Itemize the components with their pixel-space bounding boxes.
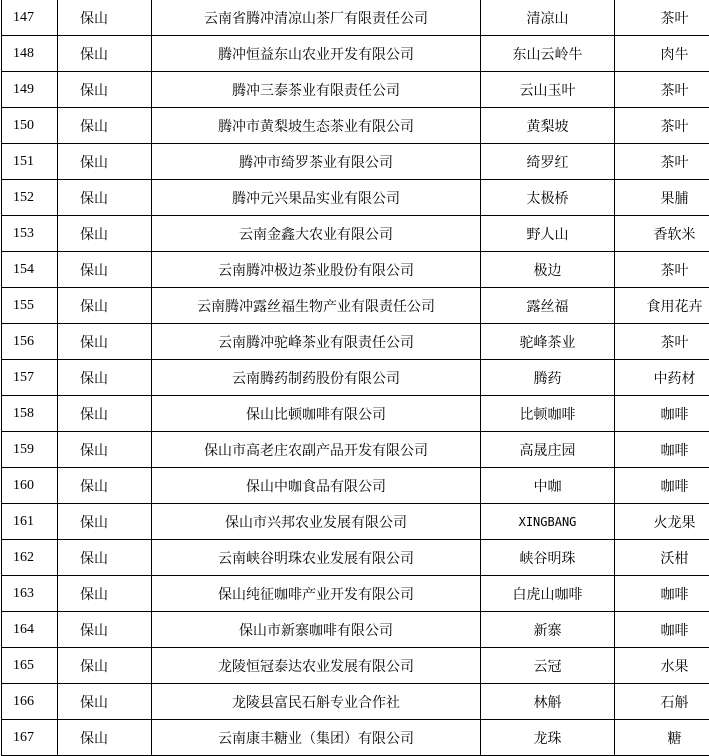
region-cell: 保山 xyxy=(58,576,152,612)
registry-table xyxy=(1,0,709,756)
table-row xyxy=(2,684,709,720)
company-name-cell: 保山市兴邦农业发展有限公司 xyxy=(152,504,481,540)
table-row xyxy=(2,468,709,504)
company-name-cell: 腾冲市绮罗茶业有限公司 xyxy=(152,144,481,180)
region-cell: 保山 xyxy=(58,108,152,144)
table-row xyxy=(2,720,709,756)
company-name-cell: 保山市新寨咖啡有限公司 xyxy=(152,612,481,648)
brand-cell: 野人山 xyxy=(481,216,615,252)
row-number-cell: 164 xyxy=(2,612,58,648)
table-row xyxy=(2,0,709,36)
table-row xyxy=(2,180,709,216)
brand-cell: 黄梨坡 xyxy=(481,108,615,144)
brand-cell: 清凉山 xyxy=(481,0,615,36)
category-cell: 食用花卉 xyxy=(615,288,709,324)
company-name-cell: 腾冲恒益东山农业开发有限公司 xyxy=(152,36,481,72)
category-cell: 咖啡 xyxy=(615,432,709,468)
table-row xyxy=(2,648,709,684)
category-cell: 石斛 xyxy=(615,684,709,720)
region-cell: 保山 xyxy=(58,252,152,288)
company-name-cell: 云南金鑫大农业有限公司 xyxy=(152,216,481,252)
table-row xyxy=(2,288,709,324)
region-cell: 保山 xyxy=(58,360,152,396)
company-name-cell: 云南省腾冲清凉山茶厂有限责任公司 xyxy=(152,0,481,36)
row-number-cell: 152 xyxy=(2,180,58,216)
row-number-cell: 151 xyxy=(2,144,58,180)
category-cell: 沃柑 xyxy=(615,540,709,576)
region-cell: 保山 xyxy=(58,144,152,180)
brand-cell: 极边 xyxy=(481,252,615,288)
brand-cell: 比顿咖啡 xyxy=(481,396,615,432)
row-number-cell: 149 xyxy=(2,72,58,108)
category-cell: 香软米 xyxy=(615,216,709,252)
category-cell: 茶叶 xyxy=(615,144,709,180)
brand-cell: 太极桥 xyxy=(481,180,615,216)
region-cell: 保山 xyxy=(58,72,152,108)
region-cell: 保山 xyxy=(58,612,152,648)
region-cell: 保山 xyxy=(58,180,152,216)
company-name-cell: 云南腾药制药股份有限公司 xyxy=(152,360,481,396)
category-cell: 茶叶 xyxy=(615,324,709,360)
company-name-cell: 云南康丰糖业（集团）有限公司 xyxy=(152,720,481,756)
category-cell: 咖啡 xyxy=(615,576,709,612)
brand-cell: 林斛 xyxy=(481,684,615,720)
company-name-cell: 保山中咖食品有限公司 xyxy=(152,468,481,504)
company-name-cell: 云南腾冲极边茶业股份有限公司 xyxy=(152,252,481,288)
row-number-cell: 158 xyxy=(2,396,58,432)
table-row xyxy=(2,396,709,432)
category-cell: 茶叶 xyxy=(615,72,709,108)
row-number-cell: 154 xyxy=(2,252,58,288)
row-number-cell: 162 xyxy=(2,540,58,576)
company-name-cell: 保山比顿咖啡有限公司 xyxy=(152,396,481,432)
region-cell: 保山 xyxy=(58,0,152,36)
row-number-cell: 167 xyxy=(2,720,58,756)
table-row xyxy=(2,324,709,360)
company-name-cell: 云南峡谷明珠农业发展有限公司 xyxy=(152,540,481,576)
company-name-cell: 腾冲三泰茶业有限责任公司 xyxy=(152,72,481,108)
category-cell: 水果 xyxy=(615,648,709,684)
category-cell: 果脯 xyxy=(615,180,709,216)
category-cell: 咖啡 xyxy=(615,468,709,504)
company-name-cell: 龙陵恒冠泰达农业发展有限公司 xyxy=(152,648,481,684)
table-row xyxy=(2,36,709,72)
region-cell: 保山 xyxy=(58,468,152,504)
region-cell: 保山 xyxy=(58,288,152,324)
table-row xyxy=(2,252,709,288)
table-row xyxy=(2,360,709,396)
table-row xyxy=(2,504,709,540)
row-number-cell: 163 xyxy=(2,576,58,612)
row-number-cell: 155 xyxy=(2,288,58,324)
row-number-cell: 166 xyxy=(2,684,58,720)
registry-table-body xyxy=(2,0,709,756)
table-row xyxy=(2,108,709,144)
table-row xyxy=(2,72,709,108)
row-number-cell: 153 xyxy=(2,216,58,252)
row-number-cell: 147 xyxy=(2,0,58,36)
category-cell: 咖啡 xyxy=(615,396,709,432)
table-row xyxy=(2,144,709,180)
row-number-cell: 159 xyxy=(2,432,58,468)
region-cell: 保山 xyxy=(58,504,152,540)
brand-cell: XINGBANG xyxy=(481,504,615,540)
table-row xyxy=(2,540,709,576)
brand-cell: 驼峰茶业 xyxy=(481,324,615,360)
category-cell: 茶叶 xyxy=(615,108,709,144)
company-name-cell: 腾冲市黄梨坡生态茶业有限公司 xyxy=(152,108,481,144)
brand-cell: 中咖 xyxy=(481,468,615,504)
brand-cell: 龙珠 xyxy=(481,720,615,756)
region-cell: 保山 xyxy=(58,540,152,576)
brand-cell: 露丝福 xyxy=(481,288,615,324)
category-cell: 肉牛 xyxy=(615,36,709,72)
brand-cell: 新寨 xyxy=(481,612,615,648)
table-row xyxy=(2,612,709,648)
brand-cell: 云冠 xyxy=(481,648,615,684)
brand-cell: 腾药 xyxy=(481,360,615,396)
region-cell: 保山 xyxy=(58,324,152,360)
brand-cell: 高晟庄园 xyxy=(481,432,615,468)
company-name-cell: 龙陵县富民石斛专业合作社 xyxy=(152,684,481,720)
category-cell: 中药材 xyxy=(615,360,709,396)
category-cell: 糖 xyxy=(615,720,709,756)
region-cell: 保山 xyxy=(58,432,152,468)
region-cell: 保山 xyxy=(58,720,152,756)
row-number-cell: 160 xyxy=(2,468,58,504)
row-number-cell: 156 xyxy=(2,324,58,360)
category-cell: 火龙果 xyxy=(615,504,709,540)
table-row xyxy=(2,576,709,612)
table-row xyxy=(2,216,709,252)
row-number-cell: 150 xyxy=(2,108,58,144)
row-number-cell: 161 xyxy=(2,504,58,540)
region-cell: 保山 xyxy=(58,648,152,684)
category-cell: 咖啡 xyxy=(615,612,709,648)
company-name-cell: 保山市高老庄农副产品开发有限公司 xyxy=(152,432,481,468)
company-name-cell: 保山纯征咖啡产业开发有限公司 xyxy=(152,576,481,612)
region-cell: 保山 xyxy=(58,36,152,72)
brand-cell: 云山玉叶 xyxy=(481,72,615,108)
category-cell: 茶叶 xyxy=(615,252,709,288)
brand-cell: 东山云岭牛 xyxy=(481,36,615,72)
region-cell: 保山 xyxy=(58,396,152,432)
row-number-cell: 157 xyxy=(2,360,58,396)
row-number-cell: 148 xyxy=(2,36,58,72)
category-cell: 茶叶 xyxy=(615,0,709,36)
row-number-cell: 165 xyxy=(2,648,58,684)
table-row xyxy=(2,432,709,468)
company-name-cell: 云南腾冲驼峰茶业有限责任公司 xyxy=(152,324,481,360)
region-cell: 保山 xyxy=(58,684,152,720)
brand-cell: 白虎山咖啡 xyxy=(481,576,615,612)
company-name-cell: 腾冲元兴果品实业有限公司 xyxy=(152,180,481,216)
region-cell: 保山 xyxy=(58,216,152,252)
brand-cell: 绮罗红 xyxy=(481,144,615,180)
company-name-cell: 云南腾冲露丝福生物产业有限责任公司 xyxy=(152,288,481,324)
brand-cell: 峡谷明珠 xyxy=(481,540,615,576)
